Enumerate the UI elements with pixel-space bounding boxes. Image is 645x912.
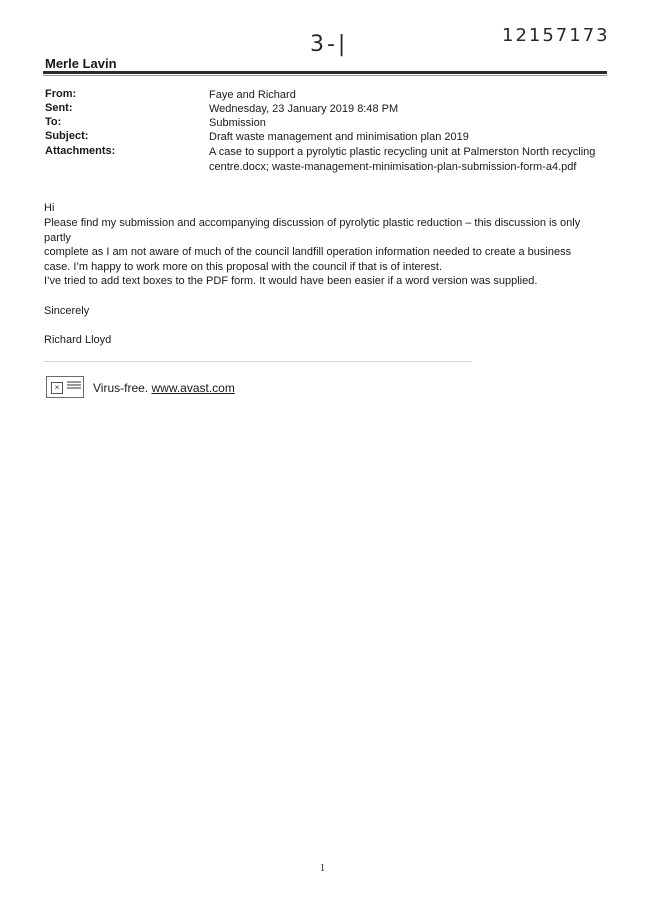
page-number: 1 [320,863,325,874]
header-divider-thin [43,75,607,76]
to-label: To: [45,116,62,128]
attachments-line-2: centre.docx; waste-management-minimisation-plan-submission-form-a4.pdf [209,160,577,173]
body-paragraph-2: I’ve tried to add text boxes to the PDF form. It would have been easier if a word version was supplied. [44,275,538,287]
attachments-value [209,145,599,174]
from-label: From: [45,88,77,100]
handwritten-reference-number: 12157173 [502,25,610,46]
attachments-label: Attachments: [45,145,116,157]
body-paragraph-1-line-1: Please find my submission and accompanying discussion of pyrolytic plastic reduction – this discussion is only partly [44,217,581,244]
closing: Sincerely [44,305,90,317]
avast-link[interactable]: www.avast.com [151,381,235,395]
sent-value: Wednesday, 23 January 2019 8:48 PM [209,103,399,115]
body-paragraph-1-line-3: case. I’m happy to work more on this proposal with the council if that is of interest. [44,260,443,273]
body-paragraph-1-line-2: complete as I am not aware of much of the council landfill operation information needed to create a business [44,246,572,258]
virus-free-label: Virus-free. [93,381,149,395]
attachments-line-1: A case to support a pyrolytic plastic recycling unit at Palmerston North recycling [209,146,596,158]
broken-image-icon: × [51,382,63,394]
to-value: Submission [209,117,266,129]
signature-divider [44,361,472,362]
body-paragraph-1 [44,216,604,274]
image-placeholder-lines [67,381,81,390]
avast-logo-placeholder[interactable] [46,376,84,398]
mailbox-owner-name: Merle Lavin [45,56,117,71]
header-divider [43,71,607,74]
subject-value: Draft waste management and minimisation plan 2019 [209,131,469,143]
subject-label: Subject: [45,130,89,142]
virus-free-notice [93,381,235,395]
greeting: Hi [44,202,55,214]
sent-label: Sent: [45,102,73,114]
handwritten-page-mark: 3-| [310,32,349,57]
from-value: Faye and Richard [209,89,296,101]
signature-name: Richard Lloyd [44,334,112,346]
